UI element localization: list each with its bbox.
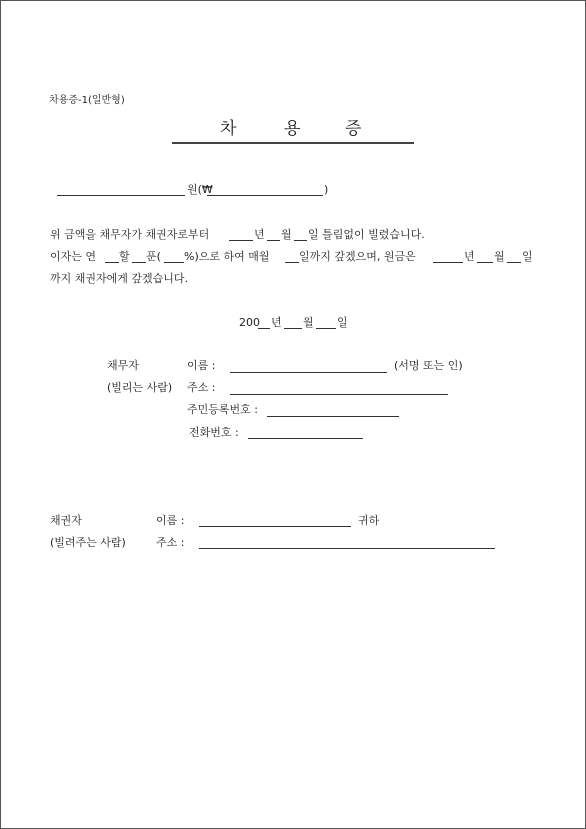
debtor-rrn-label: 주민등록번호 : <box>187 403 258 416</box>
debtor-rrn-blank <box>267 416 399 417</box>
monthly-day-blank <box>285 262 299 263</box>
creditor-address-label: 주소 : <box>156 536 185 549</box>
debtor-name-blank <box>230 372 387 373</box>
principal-year-blank <box>433 262 463 263</box>
borrow-month-label: 월 <box>281 228 292 241</box>
interest-hal-label: 할 <box>119 250 130 263</box>
debtor-role-sub: (빌리는 사람) <box>107 381 173 394</box>
principal-month-label: 월 <box>494 250 505 263</box>
title-char-1: 차 <box>220 119 237 139</box>
borrow-year-label: 년 <box>254 228 265 241</box>
creditor-honorific: 귀하 <box>358 514 380 527</box>
borrow-day-blank <box>294 240 307 241</box>
amount-number-blank <box>207 195 323 196</box>
title-char-2: 용 <box>284 119 301 139</box>
date-month-blank <box>284 328 302 329</box>
debtor-sign-note: (서명 또는 인) <box>394 359 463 372</box>
borrow-day-text: 일 틀림없이 빌렸습니다. <box>308 228 425 241</box>
debtor-address-label: 주소 : <box>187 381 216 394</box>
debtor-role: 채무자 <box>107 359 139 372</box>
date-prefix: 200 <box>239 316 260 329</box>
interest-percent-text: %)으로 하여 매월 <box>184 250 270 263</box>
creditor-name-label: 이름 : <box>156 514 185 527</box>
borrow-year-blank <box>229 240 253 241</box>
date-day-blank <box>316 328 336 329</box>
principal-day-label: 일 <box>522 250 533 263</box>
body-line-1-text: 위 금액을 채무자가 채권자로부터 <box>50 228 210 241</box>
amount-won-label: 원(₩ <box>187 183 213 196</box>
title-char-3: 증 <box>345 119 362 139</box>
interest-percent-blank <box>164 262 184 263</box>
debtor-name-label: 이름 : <box>187 359 216 372</box>
creditor-name-blank <box>199 526 351 527</box>
interest-pun-blank <box>132 262 146 263</box>
body-line-3: 까지 채권자에게 갚겠습니다. <box>50 272 189 285</box>
amount-close-paren: ) <box>324 183 329 196</box>
date-year-blank <box>258 328 270 329</box>
interest-hal-blank <box>105 262 119 263</box>
interest-pun-label: 푼( <box>146 250 161 263</box>
date-year-label: 년 <box>271 316 282 329</box>
creditor-role: 채권자 <box>50 514 82 527</box>
amount-korean-blank <box>57 195 185 196</box>
principal-month-blank <box>477 262 493 263</box>
debtor-address-blank <box>230 394 448 395</box>
debtor-phone-label: 전화번호 : <box>189 426 239 439</box>
monthly-day-text: 일까지 갚겠으며, 원금은 <box>299 250 416 263</box>
creditor-role-sub: (빌려주는 사람) <box>50 536 126 549</box>
document-type-label: 차용증-1(일반형) <box>49 95 125 106</box>
principal-year-label: 년 <box>464 250 475 263</box>
date-day-label: 일 <box>337 316 348 329</box>
creditor-address-blank <box>199 548 495 549</box>
principal-day-blank <box>507 262 521 263</box>
debtor-phone-blank <box>248 438 363 439</box>
date-month-label: 월 <box>303 316 314 329</box>
title-underline <box>172 142 414 144</box>
interest-label: 이자는 연 <box>50 250 97 263</box>
borrow-month-blank <box>267 240 280 241</box>
